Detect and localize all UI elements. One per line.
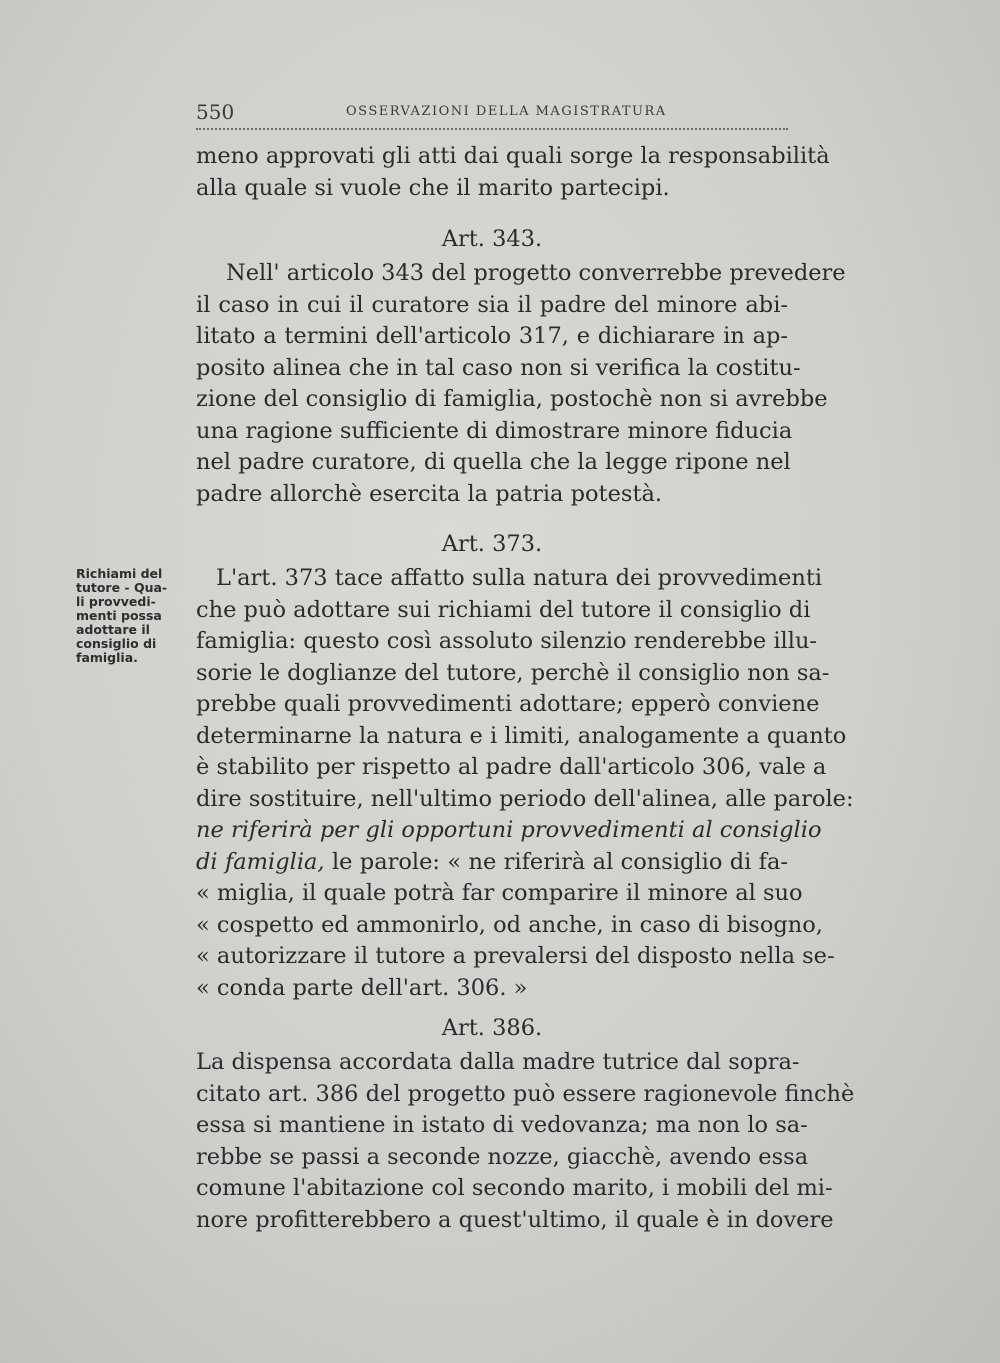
quote-line: « miglia, il quale potrà far comparire il minore al suo <box>196 880 803 906</box>
page-header <box>196 100 788 130</box>
text-line: nore profitterebbero a quest'ultimo, il quale è in dovere <box>196 1206 834 1233</box>
text-line: rebbe se passi a seconde nozze, giacchè, avendo essa <box>196 1143 809 1170</box>
text-line: Nell' articolo 343 del progetto converrebbe prevedere <box>226 260 846 286</box>
text-line: padre allorchè esercita la patria potestà. <box>196 480 663 507</box>
margin-note <box>76 567 188 665</box>
italic-quote-end: di famiglia, <box>196 848 325 875</box>
text-line: essa si mantiene in istato di vedovanza; ma non lo sa- <box>196 1112 808 1138</box>
text-line: alla quale si vuole che il marito partecipi. <box>196 174 670 201</box>
section-heading-art343: Art. 343. <box>441 226 543 252</box>
margin-note-line: adottare il <box>76 622 150 637</box>
running-title: OSSERVAZIONI DELLA MAGISTRATURA <box>346 104 667 119</box>
paragraph-art343 <box>196 258 846 510</box>
text-fragment: le parole: « ne riferirà al consiglio di fa- <box>324 848 788 875</box>
text-line: determinarne la natura e i limiti, analogamente a quanto <box>196 722 847 749</box>
margin-note-line: menti possa <box>76 608 162 623</box>
section-heading-art386: Art. 386. <box>441 1015 543 1041</box>
margin-note-line: famiglia. <box>76 650 138 665</box>
text-line: sorie le doglianze del tutore, perchè il consiglio non sa- <box>196 659 830 686</box>
margin-note-line: Richiami del <box>76 566 163 581</box>
text-line: è stabilito per rispetto al padre dall'articolo 306, vale a <box>196 754 827 780</box>
text-line: famiglia: questo così assoluto silenzio renderebbe illu- <box>196 628 818 654</box>
paragraph-art386 <box>196 1047 855 1236</box>
text-line: prebbe quali provvedimenti adottare; epperò conviene <box>196 691 820 717</box>
text-line: una ragione sufficiente di dimostrare minore fiducia <box>196 417 793 444</box>
text-line: citato art. 386 del progetto può essere ragionevole finchè <box>196 1080 855 1107</box>
margin-note-line: tutore - Qua- <box>76 580 168 595</box>
text-line-mixed <box>196 847 788 879</box>
page-number: 550 <box>196 100 235 124</box>
margin-note-line: consiglio di <box>76 636 157 651</box>
text-line-italic <box>196 815 822 847</box>
text-line: comune l'abitazione col secondo marito, i mobili del mi- <box>196 1175 833 1201</box>
text-line: La dispensa accordata dalla madre tutrice dal sopra- <box>196 1049 800 1075</box>
text-line: nel padre curatore, di quella che la legge ripone nel <box>196 449 791 475</box>
text-line: che può adottare sui richiami del tutore il consiglio di <box>196 596 811 623</box>
text-line: posito alinea che in tal caso non si verifica la costitu- <box>196 354 801 381</box>
quote-line: « cospetto ed ammonirlo, od anche, in caso di bisogno, <box>196 911 823 938</box>
margin-note-line: li provvedi- <box>76 594 156 609</box>
text-line: zione del consiglio di famiglia, postochè non si avrebbe <box>196 386 828 412</box>
text-line: dire sostituire, nell'ultimo periodo dell'alinea, alle parole: <box>196 785 854 812</box>
text-line: L'art. 373 tace affatto sulla natura dei provvedimenti <box>216 565 823 591</box>
text-line: litato a termini dell'articolo 317, e dichiarare in ap- <box>196 323 788 349</box>
paragraph-art373 <box>196 563 854 1004</box>
intro-paragraph <box>196 141 830 204</box>
italic-quote: ne riferirà per gli opportuni provvedimenti al consiglio <box>196 817 822 843</box>
quote-line: « autorizzare il tutore a prevalersi del disposto nella se- <box>196 943 835 969</box>
text-line: il caso in cui il curatore sia il padre del minore abi- <box>196 291 788 318</box>
section-heading-art373: Art. 373. <box>441 531 543 557</box>
text-line: meno approvati gli atti dai quali sorge la responsabilità <box>196 143 830 169</box>
quote-line: « conda parte dell'art. 306. » <box>196 974 528 1001</box>
